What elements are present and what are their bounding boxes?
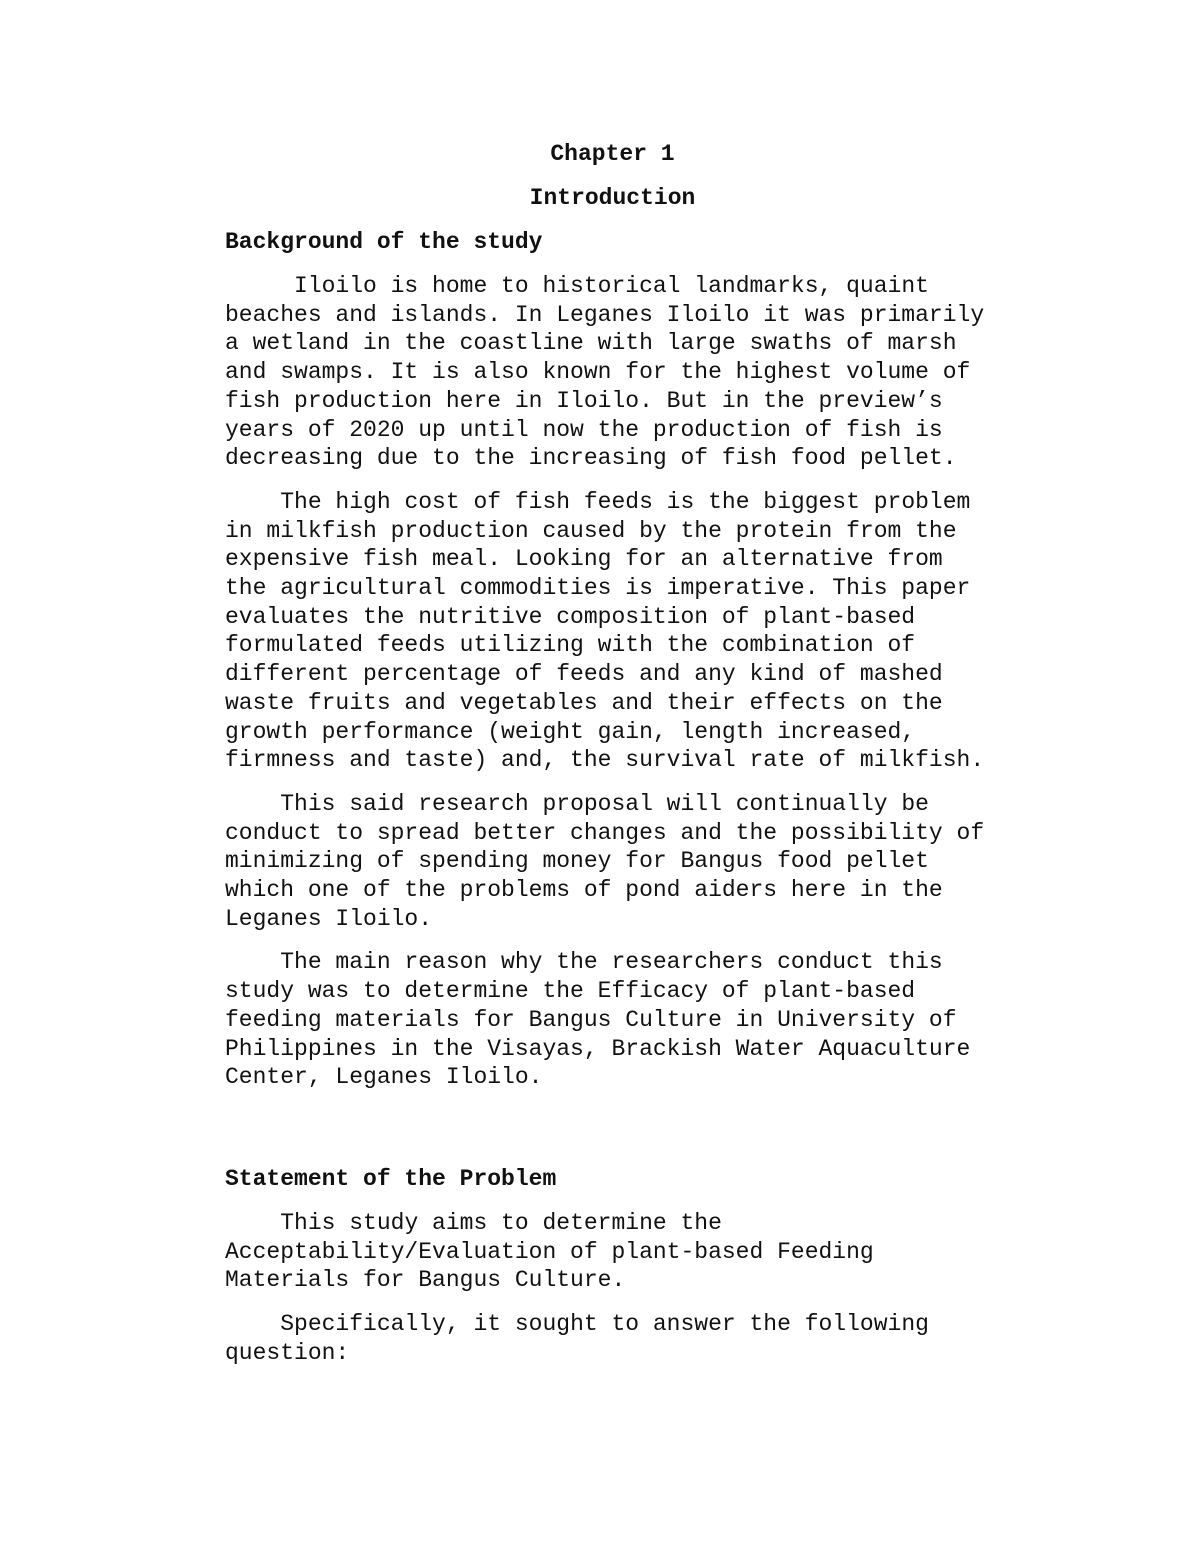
paragraph-line: waste fruits and vegetables and their effects on the bbox=[225, 689, 943, 716]
section-heading-problem: Statement of the Problem bbox=[225, 1165, 557, 1192]
chapter-title: Introduction bbox=[529, 185, 696, 211]
paragraph-line: a wetland in the coastline with large swaths of marsh bbox=[225, 330, 957, 357]
paragraph-line: firmness and taste) and, the survival rate of milkfish. bbox=[225, 747, 985, 774]
paragraph-line: study was to determine the Efficacy of plant-based bbox=[225, 978, 916, 1005]
paragraph-line: question: bbox=[225, 1339, 350, 1366]
paragraph-line: feeding materials for Bangus Culture in University of bbox=[225, 1006, 957, 1033]
paragraph bbox=[225, 790, 1015, 934]
paragraph bbox=[225, 948, 1015, 1092]
paragraph bbox=[225, 1310, 1015, 1367]
paragraph-line: Philippines in the Visayas, Brackish Water Aquaculture bbox=[225, 1035, 971, 1062]
paragraph-line: beaches and islands. In Leganes Iloilo it was primarily bbox=[225, 301, 985, 328]
problem-section bbox=[225, 1209, 1015, 1368]
paragraph-line: expensive fish meal. Looking for an alternative from bbox=[225, 546, 943, 573]
paragraph-line: conduct to spread better changes and the possibility of bbox=[225, 819, 985, 846]
paragraph-line: formulated feeds utilizing with the combination of bbox=[225, 632, 916, 659]
paragraph-line: decreasing due to the increasing of fish food pellet. bbox=[225, 445, 957, 472]
paragraph-line: and swamps. It is also known for the highest volume of bbox=[225, 359, 971, 386]
paragraph-line: different percentage of feeds and any kind of mashed bbox=[225, 661, 943, 688]
section-gap bbox=[225, 1107, 1015, 1165]
paragraph-line: Center, Leganes Iloilo. bbox=[225, 1064, 543, 1091]
paragraph-line: evaluates the nutritive composition of plant-based bbox=[225, 603, 916, 630]
paragraph-line: years of 2020 up until now the production of fish is bbox=[225, 416, 943, 443]
paragraph-line: Leganes Iloilo. bbox=[225, 905, 433, 932]
paragraph-line: Acceptability/Evaluation of plant-based Feeding bbox=[225, 1238, 874, 1265]
background-section bbox=[225, 272, 1015, 1092]
chapter-heading: Chapter 1 bbox=[550, 141, 675, 167]
section-heading-background: Background of the study bbox=[225, 229, 543, 255]
paragraph-line: Iloilo is home to historical landmarks, quaint bbox=[225, 273, 929, 299]
paragraph-line: in milkfish production caused by the protein from the bbox=[225, 517, 957, 544]
paragraph-line: This study aims to determine the bbox=[225, 1209, 722, 1236]
document-page bbox=[225, 140, 1015, 1383]
paragraph bbox=[225, 1209, 1015, 1295]
paragraph-line: Materials for Bangus Culture. bbox=[225, 1267, 626, 1294]
paragraph-line: minimizing of spending money for Bangus food pellet bbox=[225, 848, 929, 875]
paragraph bbox=[225, 488, 1015, 775]
paragraph-line: Specifically, it sought to answer the following bbox=[225, 1311, 929, 1338]
paragraph-line: the agricultural commodities is imperative. This paper bbox=[225, 575, 971, 602]
paragraph-line: The high cost of fish feeds is the biggest problem bbox=[225, 488, 971, 515]
paragraph-line: fish production here in Iloilo. But in the preview’s bbox=[225, 387, 943, 414]
paragraph-line: growth performance (weight gain, length increased, bbox=[225, 718, 916, 745]
paragraph-line: The main reason why the researchers conduct this bbox=[225, 949, 943, 976]
paragraph-line: This said research proposal will continually be bbox=[225, 790, 929, 817]
paragraph-line: which one of the problems of pond aiders here in the bbox=[225, 877, 943, 904]
paragraph bbox=[225, 272, 1015, 473]
